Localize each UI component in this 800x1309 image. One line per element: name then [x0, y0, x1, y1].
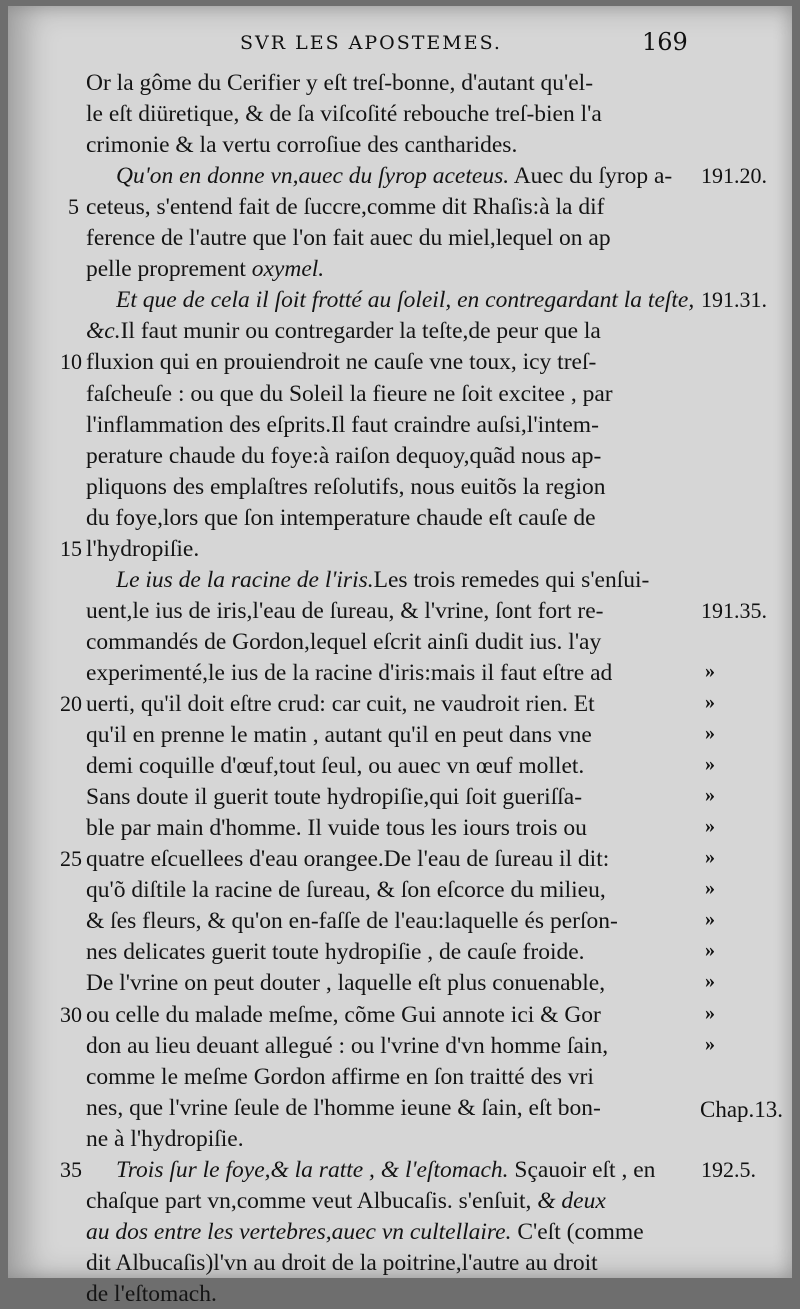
text-segment: Les trois remedes qui s'enſui- [373, 566, 650, 593]
text-line [86, 503, 698, 533]
text-segment: Sans doute il guerit toute hydropiſie,qui ſoit gueriſſa- [86, 784, 583, 811]
chapter-note: Chap.13. [700, 1096, 784, 1122]
text-segment: dit Albucaſis)l'vn au droit de la poitrine,l'autre au droit [86, 1249, 598, 1276]
text-segment: Sçauoir eſt , en [508, 1156, 656, 1183]
text-segment: experimenté,le ius de la racine d'iris:mais il faut eſtre ad [86, 659, 613, 686]
text-segment: ne à l'hydropiſie. [86, 1125, 244, 1152]
line-number: 10 [60, 349, 82, 375]
text-line [86, 627, 698, 657]
quotation-mark: » [705, 691, 715, 713]
text-line [86, 130, 698, 160]
text-line [86, 379, 698, 409]
italic-segment: & deux [537, 1187, 606, 1214]
quotation-mark: » [705, 939, 715, 962]
quotation-mark: » [705, 784, 715, 807]
text-segment: perature chaude du foye:à raiſon dequoy,quãd nous ap- [86, 442, 602, 469]
book-page [8, 6, 792, 1307]
margin-reference: 192.5. [701, 1156, 756, 1182]
text-line [86, 254, 698, 284]
line-number: 30 [60, 1001, 82, 1027]
running-head: SVR LES APOSTEMES. [240, 32, 502, 54]
text-segment: & ſes fleurs, & qu'on en-faſſe de l'eau:laquelle és perſon- [86, 908, 618, 935]
text-line [86, 1093, 698, 1123]
page-number: 169 [642, 28, 688, 56]
text-line [116, 1155, 698, 1185]
italic-segment: Qu'on en donne vn,auec du ſyrop aceteus. [116, 163, 510, 190]
text-line [86, 596, 698, 626]
text-segment: comme le meſme Gordon affirme en ſon traitté des vri [86, 1063, 594, 1090]
line-number: 15 [60, 535, 82, 561]
line-number: 5 [68, 194, 79, 220]
text-segment: Or la gôme du Cerifier y eſt treſ-bonne, d'autant qu'el- [86, 70, 594, 96]
text-line [86, 410, 698, 440]
text-segment: faſcheuſe : ou que du Soleil la fieure ne ſoit excitee , par [86, 380, 613, 407]
quotation-mark: » [705, 1001, 715, 1024]
quotation-mark: » [705, 877, 715, 900]
text-line [86, 68, 698, 98]
text-line [86, 472, 698, 502]
text-segment: pelle proprement [86, 256, 252, 283]
text-segment: chaſque part vn,comme veut Albucaſis. s'enſuit, [86, 1187, 538, 1214]
text-line [86, 223, 698, 253]
text-segment: commandés de Gordon,lequel eſcrit ainſi dudit ius. l'ay [86, 628, 602, 655]
text-segment: du foye,lors que ſon intemperature chaude eſt cauſe de [86, 504, 596, 531]
text-segment: uent,le ius de iris,l'eau de ſureau, & l'vrine, ſont fort re- [86, 597, 604, 624]
text-segment: fluxion qui en prouiendroit ne cauſe vne toux, icy treſ- [86, 349, 597, 376]
text-line [86, 347, 698, 377]
text-segment: C'eſt (comme [511, 1218, 644, 1245]
text-segment: don au lieu deuant allegué : ou l'vrine d'vn homme ſain, [86, 1032, 609, 1059]
text-line [116, 565, 698, 595]
text-line [86, 1279, 698, 1309]
line-number: 20 [60, 691, 82, 716]
text-line [86, 1062, 698, 1092]
text-line [86, 937, 698, 967]
italic-segment: Et que de cela il ſoit frotté au ſoleil, en contregardant la teſte, [116, 287, 695, 314]
text-line [86, 875, 698, 905]
text-line [86, 968, 698, 998]
text-segment: nes delicates guerit toute hydropiſie , de cauſe froide. [86, 939, 585, 966]
text-segment: demi coquille d'œuf,tout ſeul, ou auec vn œuf mollet. [86, 753, 585, 780]
text-line [86, 813, 698, 843]
text-segment: De l'vrine on peut douter , laquelle eſt plus conuenable, [86, 970, 606, 997]
text-line [86, 1217, 698, 1247]
text-segment: ble par main d'homme. Il vuide tous les iours trois ou [86, 815, 587, 842]
text-line [86, 1248, 698, 1278]
text-line [86, 720, 698, 750]
quotation-mark: » [705, 722, 715, 745]
italic-segment: Trois ſur le foye,& la ratte , & l'eſtomach. [116, 1156, 509, 1183]
text-segment: Auec du ſyrop a- [509, 163, 673, 190]
text-segment: quatre eſcuellees d'eau orangee.De l'eau de ſureau il dit: [86, 846, 610, 873]
text-line [86, 751, 698, 781]
margin-reference: 191.31. [701, 287, 767, 313]
text-line [86, 441, 698, 471]
text-line [86, 906, 698, 936]
quotation-mark: » [705, 659, 715, 682]
text-segment: Il faut munir ou contregarder la teſte,de peur que la [120, 318, 601, 345]
text-line [86, 1124, 698, 1154]
text-segment: qu'il en prenne le matin , autant qu'il en peut dans vne [86, 722, 592, 749]
quotation-mark: » [705, 1032, 715, 1055]
quotation-mark: » [705, 846, 715, 869]
text-line [86, 782, 698, 812]
text-line [86, 1186, 698, 1216]
text-line [86, 1031, 698, 1061]
text-segment: ference de l'autre que l'on fait auec du miel,lequel on ap [86, 225, 611, 252]
text-line [86, 316, 698, 346]
text-segment: le eſt diüretique, & de ſa viſcoſité rebouche treſ-bien l'a [86, 101, 602, 128]
quotation-mark: » [705, 753, 715, 776]
text-segment: de l'eſtomach. [86, 1280, 217, 1307]
text-segment: qu'õ diſtile la racine de ſureau, & ſon eſcorce du milieu, [86, 877, 606, 904]
italic-segment: au dos entre les vertebres,auec vn cultellaire. [86, 1218, 512, 1245]
text-segment: ceteus, s'entend fait de ſuccre,comme dit Rhaſis:à la dif [86, 194, 605, 221]
quotation-mark: » [705, 970, 715, 993]
text-line [86, 658, 698, 688]
text-line [86, 844, 698, 874]
quotation-mark: » [705, 908, 715, 931]
quotation-mark: » [705, 815, 715, 838]
text-line [86, 689, 698, 719]
text-segment: uerti, qu'il doit eſtre crud: car cuit, ne vaudroit rien. Et [86, 691, 595, 717]
line-number: 35 [60, 1156, 82, 1182]
margin-reference: 191.20. [701, 163, 767, 189]
margin-reference: 191.35. [701, 597, 767, 623]
text-line [86, 1000, 698, 1030]
text-line [116, 285, 698, 315]
italic-segment: Le ius de la racine de l'iris. [116, 566, 374, 593]
line-number: 25 [60, 846, 82, 872]
text-line [86, 534, 698, 564]
text-line [86, 99, 698, 129]
text-segment: ou celle du malade meſme, cõme Gui annote ici & Gor [86, 1001, 601, 1028]
italic-segment: oxymel. [251, 256, 325, 283]
text-segment: l'inflammation des eſprits.Il faut craindre auſsi,l'intem- [86, 411, 599, 438]
text-line [86, 192, 698, 222]
italic-segment: &c. [86, 318, 121, 345]
text-segment: pliquons des emplaſtres reſolutifs, nous euitõs la region [86, 473, 606, 500]
text-segment: l'hydropiſie. [86, 535, 200, 562]
text-segment: crimonie & la vertu corroſiue des cantharides. [86, 132, 518, 159]
page-header [8, 28, 792, 64]
text-segment: nes, que l'vrine ſeule de l'homme ieune & ſain, eſt bon- [86, 1094, 601, 1121]
text-line [116, 161, 698, 191]
